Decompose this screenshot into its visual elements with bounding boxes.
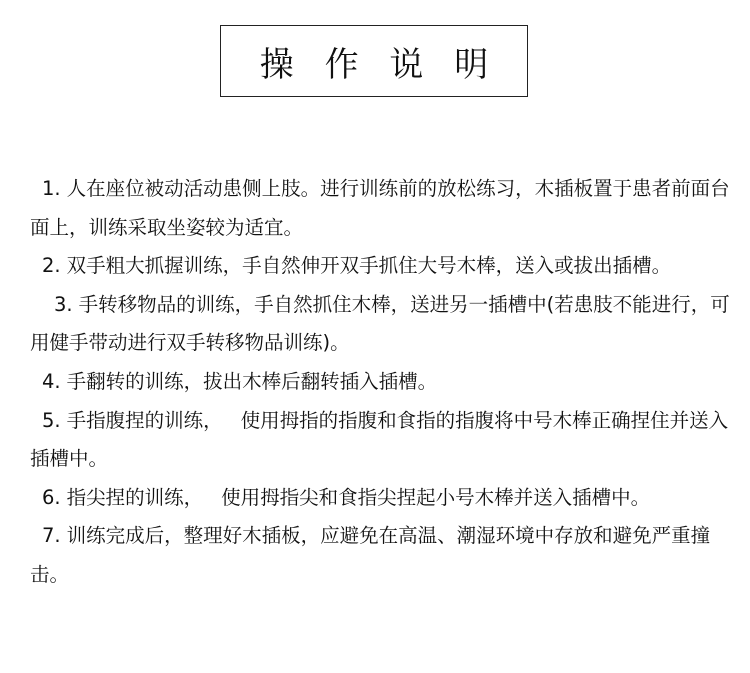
step-text: 双手粗大抓握训练，手自然伸开双手抓住大号木棒，送入或拔出插槽。: [66, 254, 672, 278]
step-number: 4.: [42, 369, 61, 393]
step-text: 手转移物品的训练，手自然抓住木棒，送进另一插槽中(若患肢不能进行，可用健手带动进行双手转移物品训练)。: [30, 292, 730, 355]
title-box: [220, 25, 528, 97]
instruction-step-6: [30, 479, 730, 518]
step-lead: 指尖捏的训练，: [66, 485, 204, 509]
step-number: 1.: [42, 177, 61, 200]
step-text: 使用拇指尖和食指尖捏起小号木棒并送入插槽中。: [221, 485, 651, 509]
step-text: 人在座位被动活动患侧上肢。进行训练前的放松练习，木插板置于患者前面台面上，训练采取坐姿较为适宜。: [30, 177, 730, 239]
step-text: 训练完成后，整理好木插板，应避免在高温、潮湿环境中存放和避免严重撞击。: [30, 524, 711, 586]
instruction-step-5: [30, 402, 730, 479]
instruction-step-4: [30, 363, 730, 402]
page-title: 操 作 说 明: [259, 44, 499, 85]
instruction-step-1: [30, 170, 730, 247]
step-number: 2.: [42, 254, 61, 278]
step-text: 使用拇指的指腹和食指的指腹将中号木棒正确捏住并送入插槽中。: [30, 408, 729, 471]
step-number: 7.: [42, 524, 61, 548]
instruction-step-2: [30, 247, 730, 286]
instruction-step-7: [30, 517, 730, 594]
step-number: 6.: [42, 485, 61, 509]
instructions-list: [30, 170, 730, 595]
step-number: 5.: [42, 408, 61, 432]
instruction-step-3: [30, 286, 730, 363]
step-lead: 手指腹捏的训练，: [66, 408, 223, 432]
step-text: 手翻转的训练，拔出木棒后翻转插入插槽。: [66, 369, 438, 393]
step-number: 3.: [54, 292, 73, 316]
